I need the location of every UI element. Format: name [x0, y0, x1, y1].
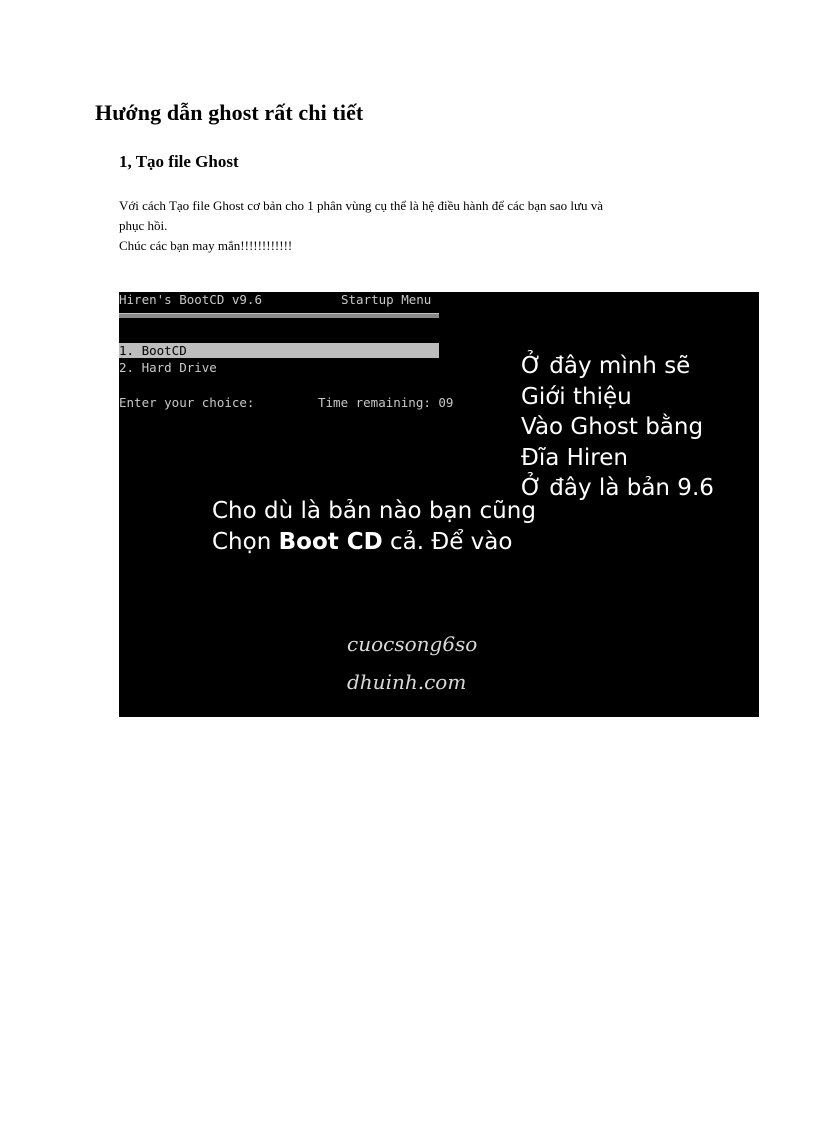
watermark-line: cuocsong6so [347, 632, 478, 656]
annotation-bold-text: Boot CD [278, 529, 383, 555]
annotation-line [212, 527, 536, 558]
boot-option-hard-drive: 2. Hard Drive [119, 360, 217, 375]
boot-app-title: Hiren's BootCD v9.6 [119, 292, 262, 307]
intro-paragraph [119, 196, 719, 256]
boot-option-bootcd: 1. BootCD [119, 343, 439, 358]
annotation-line: Đĩa Hiren [521, 444, 628, 471]
annotation-line: Cho dù là bản nào bạn cũng [212, 498, 536, 524]
boot-time-remaining: Time remaining: 09 [318, 395, 454, 410]
paragraph-line: Với cách Tạo file Ghost cơ bản cho 1 phân vùng cụ thể là hệ điều hành để các bạn sao lưu và [119, 198, 604, 213]
annotation-line: Ở đây là bản 9.6 [521, 475, 714, 501]
section-heading: 1, Tạo file Ghost [119, 152, 239, 171]
annotation-text: Chọn [212, 529, 279, 555]
boot-menu-divider [119, 313, 439, 318]
watermark [347, 625, 477, 701]
boot-menu-title: Startup Menu [341, 292, 432, 307]
annotation-text: cả. Để vào [382, 529, 513, 555]
annotation-line: Ở đây mình sẽ [521, 353, 691, 379]
annotation-center [212, 496, 536, 558]
annotation-line: Giới thiệu [521, 383, 632, 410]
boot-menu-screenshot [119, 292, 759, 717]
watermark-line: dhuinh.com [347, 670, 467, 694]
paragraph-line: Chúc các bạn may mắn!!!!!!!!!!!! [119, 238, 293, 253]
annotation-right [521, 351, 714, 504]
document-title: Hướng dẫn ghost rất chi tiết [95, 100, 364, 125]
boot-prompt: Enter your choice: [119, 395, 255, 410]
annotation-line: Vào Ghost bằng [521, 414, 704, 440]
paragraph-line: phục hồi. [119, 218, 168, 233]
